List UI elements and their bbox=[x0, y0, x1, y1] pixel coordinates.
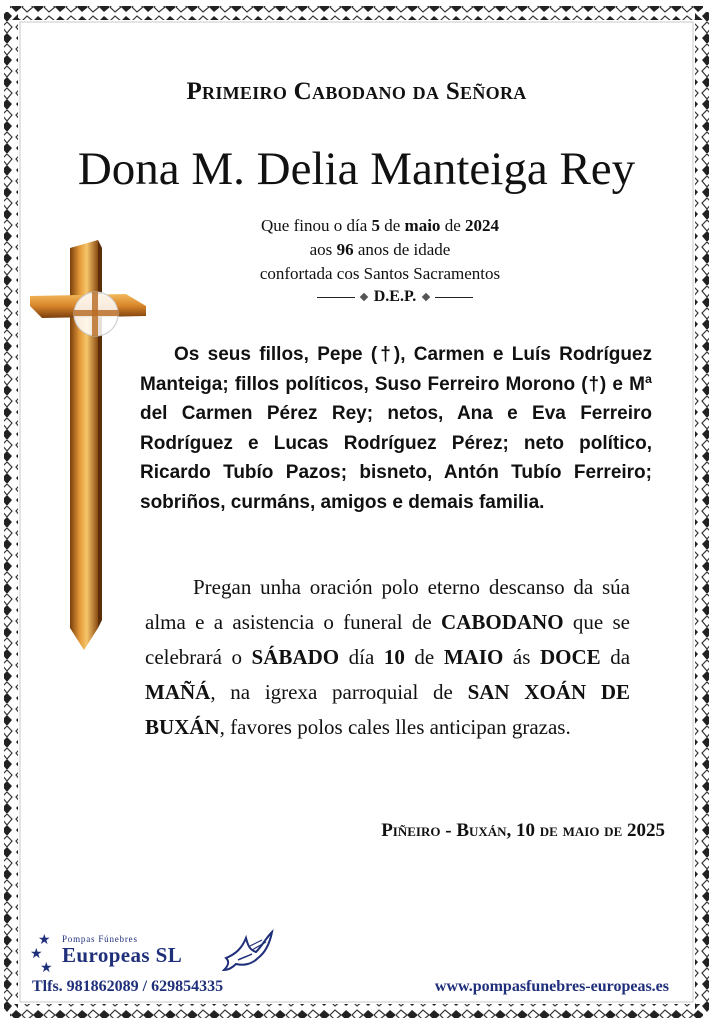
event-church: SAN XOÁN DE BUXÁN bbox=[145, 680, 631, 739]
star-icon: ★ bbox=[38, 933, 51, 948]
company-tagline: Pompas Fúnebres bbox=[62, 934, 138, 944]
death-text: de bbox=[444, 216, 461, 235]
death-text: de bbox=[384, 216, 401, 235]
prayer-segment: da bbox=[610, 645, 631, 669]
dep-text: D.E.P. bbox=[373, 288, 417, 305]
event-part-of-day: MAÑÁ bbox=[145, 680, 211, 704]
age-line bbox=[200, 238, 560, 261]
prayer-segment: que se celebrará o bbox=[145, 610, 630, 669]
prayer-segment: , na igrexa parroquial de bbox=[210, 680, 453, 704]
death-day: 5 bbox=[371, 216, 380, 235]
dove-icon bbox=[222, 928, 274, 974]
place-date: Piñeiro - Buxán, 10 de maio de 2025 bbox=[381, 820, 665, 841]
dep-line bbox=[270, 288, 520, 306]
divider-line bbox=[435, 297, 473, 298]
age-text: aos bbox=[309, 240, 333, 259]
death-month: maio bbox=[404, 216, 441, 235]
prayer-segment: de bbox=[414, 645, 435, 669]
family-text: Os seus fillos, Pepe (†), Carmen e Luís Rodríguez Manteiga; fillos políticos, Suso Ferreiro Morono (†) e Mª del Carmen Pérez Rey; netos, Ana e Eva Ferreiro Rodríguez e Lucas Rodríguez Pérez; neto político, Ricardo Tubío Pazos; bisneto, Antón Tubío Ferreiro; sobriños, curmáns, amigos e demais familia. bbox=[140, 344, 652, 513]
age-value: 96 bbox=[336, 240, 354, 259]
event-month: MAIO bbox=[443, 645, 504, 669]
event-weekday: SÁBADO bbox=[251, 645, 340, 669]
cross-icon bbox=[28, 240, 158, 660]
star-icon: ★ bbox=[40, 961, 53, 976]
announcement-heading: Primeiro Cabodano da Señora bbox=[186, 78, 527, 105]
death-year: 2024 bbox=[464, 216, 499, 235]
death-text: Que finou o día bbox=[261, 216, 368, 235]
age-text: anos de idade bbox=[357, 240, 451, 259]
star-icon: ★ bbox=[30, 947, 43, 962]
prayer-text bbox=[145, 570, 630, 745]
company-name: Europeas SL bbox=[62, 943, 183, 967]
diamond-icon bbox=[359, 293, 367, 301]
sacraments-line: confortada cos Santos Sacramentos bbox=[259, 264, 501, 283]
event-type: CABODANO bbox=[441, 610, 564, 634]
prayer-segment: , favores polos cales lles anticipan grazas. bbox=[219, 715, 571, 739]
death-date-line bbox=[200, 214, 560, 237]
prayer-segment: ás bbox=[512, 645, 531, 669]
event-time: DOCE bbox=[539, 645, 601, 669]
event-day: 10 bbox=[383, 645, 405, 669]
company-phones: Tlfs. 981862089 / 629854335 bbox=[32, 978, 224, 995]
deceased-name: Dona M. Delia Manteiga Rey bbox=[77, 143, 636, 195]
diamond-icon bbox=[422, 293, 430, 301]
divider-line bbox=[317, 297, 355, 298]
prayer-segment: Pregan unha oración polo eterno descanso da súa alma e a asistencia o funeral de bbox=[145, 575, 630, 634]
prayer-segment: día bbox=[348, 645, 375, 669]
company-website-link[interactable]: www.pompasfunebres-europeas.es bbox=[434, 978, 669, 995]
